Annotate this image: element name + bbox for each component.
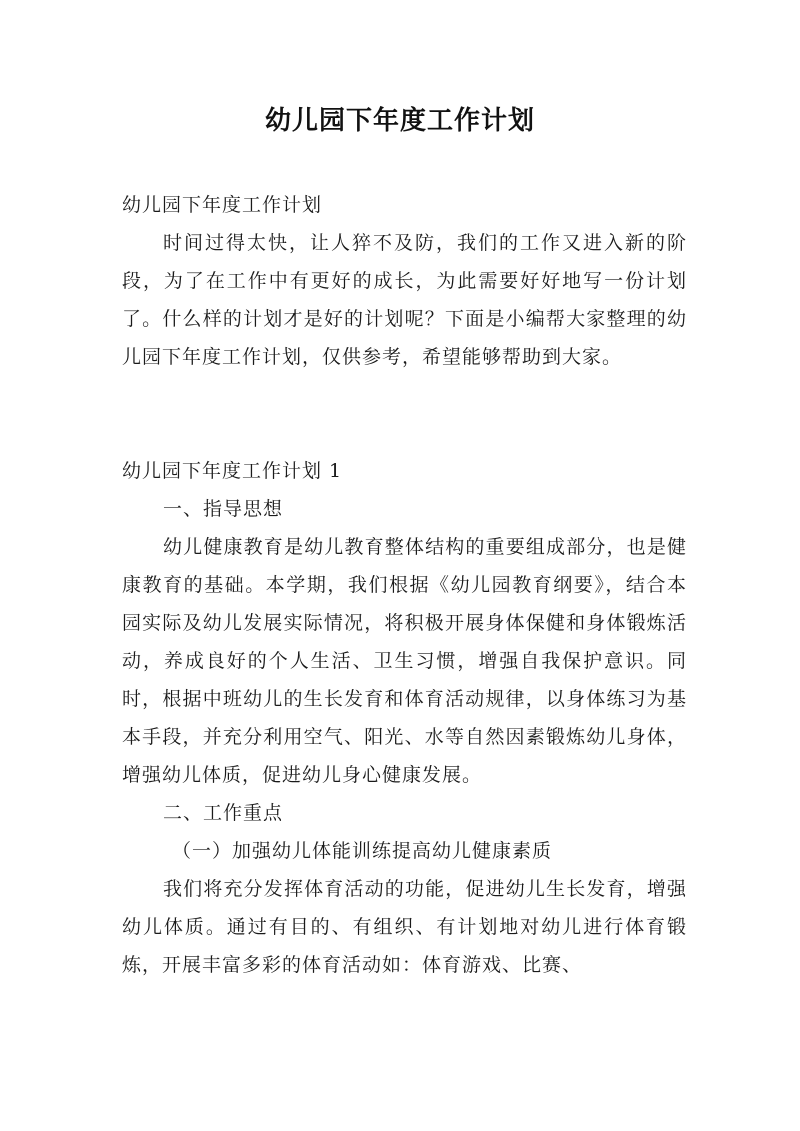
- intro-heading: 幼儿园下年度工作计划: [122, 194, 323, 216]
- section-1-heading: 一、指导思想: [163, 498, 284, 520]
- section-spacer: [122, 376, 687, 452]
- document-title: 幼儿园下年度工作计划: [264, 106, 535, 136]
- section-2-heading: 二、工作重点: [163, 802, 284, 824]
- intro-paragraph: 时间过得太快，让人猝不及防，我们的工作又进入新的阶段，为了在工作中有更好的成长，为此需要好好地写一份计划了。什么样的计划才是好的计划呢？下面是小编帮大家整理的幼儿园下年度工作计划，仅供参考，希望能够帮助到大家。: [122, 232, 687, 368]
- document-body: [122, 186, 687, 984]
- subsection-1-heading: （一）加强幼儿体能训练提高幼儿健康素质: [172, 840, 553, 862]
- section-1-paragraph: 幼儿健康教育是幼儿教育整体结构的重要组成部分，也是健康教育的基础。本学期，我们根据《幼儿园教育纲要》，结合本园实际及幼儿发展实际情况，将积极开展身体保健和身体锻炼活动，养成良好的个人生活、卫生习惯，增强自我保护意识。同时，根据中班幼儿的生长发育和体育活动规律，以身体练习为基本手段，并充分利用空气、阳光、水等自然因素锻炼幼儿身体，增强幼儿体质，促进幼儿身心健康发展。: [122, 536, 687, 786]
- plan-1-heading: 幼儿园下年度工作计划 1: [122, 460, 343, 482]
- subsection-1-paragraph: 我们将充分发挥体育活动的功能，促进幼儿生长发育，增强幼儿体质。通过有目的、有组织、有计划地对幼儿进行体育锻炼，开展丰富多彩的体育活动如：体育游戏、比赛、: [122, 878, 687, 976]
